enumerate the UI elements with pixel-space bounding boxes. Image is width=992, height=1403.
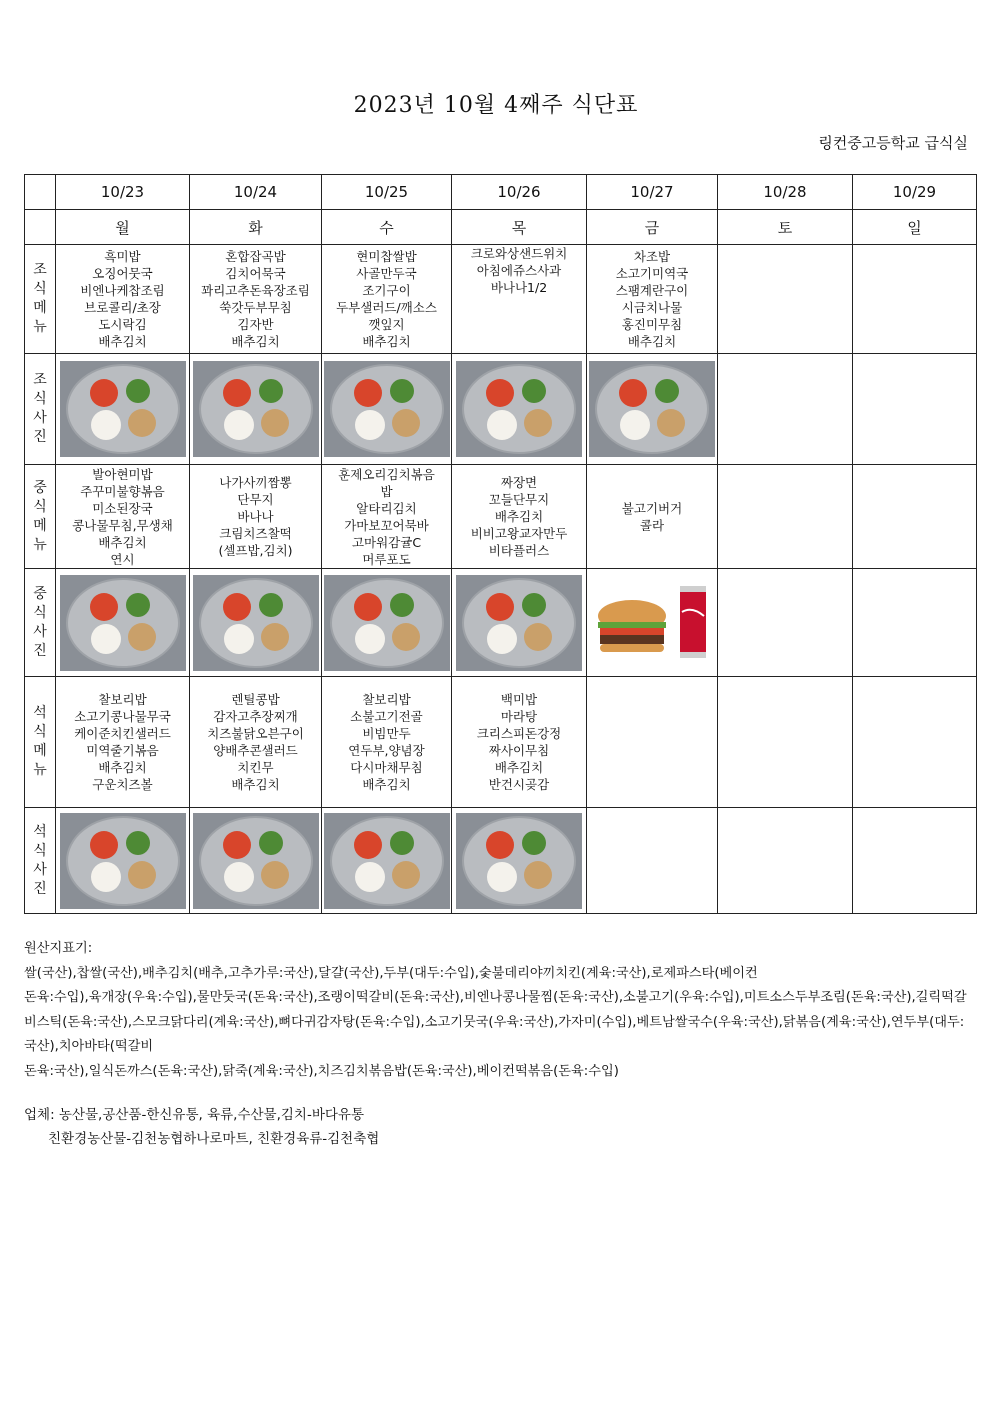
menu-item: 치즈불닭오븐구이 [207, 726, 304, 741]
origin-line: 돈육:수입),육개장(우육:수입),물만둣국(돈육:국산),조랭이떡갈비(돈육:국산),비엔나콩나물찜(돈육:국산),소불고기(우육:수입),미트소스두부조림(돈육:국산),길릭떡갈비스틱(돈육:국산),스모크닭다리(계육:국산),뼈다귀감자탕(돈육:수입),소고기뭇국(우육:국산),가자미(수입),베트남쌀국수(우육:국산),닭볶음(계육:국산),연두부(대두:국산),치아바타(떡갈비 [24, 990, 967, 1054]
menu-item: 배추김치 [362, 777, 411, 792]
date-cell: 10/28 [718, 175, 853, 210]
menu-item: 시금치나물 [621, 300, 683, 315]
date-cell: 10/26 [452, 175, 587, 210]
meal-photo [190, 569, 322, 677]
menu-item: 비엔나케찹조림 [80, 283, 165, 298]
menu-item: 반건시곶감 [488, 777, 550, 792]
menu-item: 배추김치 [627, 334, 677, 349]
meal-photo [56, 354, 190, 465]
menu-item: 두부샐러드/깨소스 [336, 300, 437, 315]
menu-item: 불고기버거 [621, 500, 683, 516]
menu-item: 크림치즈찰떡 [219, 526, 292, 541]
menu-item: 배추김치 [98, 534, 147, 550]
meal-tray-icon [193, 575, 319, 671]
menu-item: 감자고추장찌개 [213, 709, 298, 724]
menu-item: 도시락김 [98, 317, 147, 332]
menu-item: 치킨무 [237, 760, 274, 775]
meal-tray-icon [324, 575, 450, 671]
menu-cell [452, 677, 587, 808]
date-row [25, 175, 977, 210]
meal-photo [322, 569, 452, 677]
menu-item: 미소된장국 [92, 500, 153, 516]
weekday-cell: 토 [718, 210, 853, 245]
menu-item: 찰보리밥 [98, 692, 147, 707]
menu-item: 아침에쥬스사과 [476, 263, 562, 278]
empty-cell [853, 808, 977, 914]
weekday-cell: 월 [56, 210, 190, 245]
menu-cell [56, 245, 190, 354]
meal-photo [587, 354, 718, 465]
corner-cell [25, 210, 56, 245]
menu-cell [190, 245, 322, 354]
menu-item: 배추김치 [98, 334, 147, 349]
menu-cell [322, 245, 452, 354]
meal-tray-icon [324, 813, 450, 909]
menu-item: 밥 [380, 483, 393, 499]
menu-cell [718, 465, 853, 569]
burger-icon [590, 578, 714, 668]
menu-item: 소불고기전골 [350, 709, 423, 724]
empty-cell [587, 808, 718, 914]
menu-item: 비타플러스 [488, 543, 550, 558]
menu-item: 가마보꼬어묵바 [344, 517, 429, 533]
menu-item: 스팸계란구이 [615, 283, 689, 298]
menu-item: 배추김치 [362, 334, 411, 349]
origin-heading: 원산지표기: [24, 941, 93, 956]
school-name: 링컨중고등학교 급식실 [818, 134, 968, 152]
menu-item: 흑미밥 [104, 249, 141, 264]
menu-item: 비비고왕교자만두 [470, 526, 568, 541]
meal-tray-icon [60, 575, 186, 671]
menu-item: 크리스피돈강정 [476, 726, 562, 741]
menu-item: 사골만두국 [356, 266, 417, 281]
menu-item: 바나나1/2 [490, 280, 548, 295]
weekday-cell: 수 [322, 210, 452, 245]
meal-photo [452, 808, 587, 914]
meal-tray-icon [60, 813, 186, 909]
menu-item: 꽈리고추돈육장조림 [201, 283, 310, 298]
weekday-cell: 화 [190, 210, 322, 245]
menu-cell [587, 245, 718, 354]
menu-item: 바나나 [237, 509, 274, 524]
row-label: 조 식 메 뉴 [25, 245, 56, 354]
menu-item: 홍진미무침 [621, 317, 683, 332]
meal-photo [322, 354, 452, 465]
menu-item: 꼬들단무지 [488, 492, 550, 507]
menu-item: 소고기미역국 [615, 266, 689, 281]
page-title: 2023년 10월 4째주 식단표 [353, 93, 639, 118]
weekday-cell: 목 [452, 210, 587, 245]
menu-item: 구운치즈볼 [92, 777, 153, 792]
row-label: 중 식 사 진 [25, 569, 56, 677]
row-label: 석 식 메 뉴 [25, 677, 56, 808]
burger-cola-photo [587, 569, 718, 677]
menu-item: 훈제오리김치볶음 [338, 466, 435, 482]
menu-cell [452, 245, 587, 354]
date-cell: 10/24 [190, 175, 322, 210]
menu-cell [718, 677, 853, 808]
vendor-line: 업체: 농산물,공산품-한신유통, 육류,수산물,김치-바다유통 [24, 1107, 364, 1123]
menu-item: 깻잎지 [368, 317, 405, 332]
menu-item: 오징어뭇국 [92, 266, 153, 281]
menu-item: 배추김치 [494, 760, 544, 775]
date-cell: 10/29 [853, 175, 977, 210]
menu-cell [190, 677, 322, 808]
date-cell: 10/27 [587, 175, 718, 210]
menu-item: 알타리김치 [356, 500, 417, 516]
vendor-line: 친환경농산물-김천농협하나로마트, 친환경육류-김천축협 [48, 1131, 380, 1147]
meal-tray-icon [589, 361, 715, 457]
menu-item: 찰보리밥 [362, 692, 411, 707]
menu-item: 미역줄기볶음 [86, 743, 159, 758]
menu-item: 짜장면 [500, 475, 538, 490]
vendor-info [24, 1103, 379, 1151]
menu-item: 주꾸미불향볶음 [80, 483, 165, 499]
meal-photo [452, 569, 587, 677]
row-label: 석 식 사 진 [25, 808, 56, 914]
menu-item: 콜라 [639, 517, 665, 533]
menu-item: 짜사이무침 [488, 743, 550, 758]
menu-item: 콩나물무침,무생채 [72, 517, 173, 533]
menu-item: 배추김치 [231, 777, 280, 792]
menu-item: 혼합잡곡밥 [225, 249, 286, 264]
corner-cell [25, 175, 56, 210]
empty-cell [718, 808, 853, 914]
menu-cell [56, 677, 190, 808]
menu-item: 머루포도 [362, 551, 411, 567]
empty-cell [718, 569, 853, 677]
dinner-menu-row [25, 677, 977, 808]
meal-tray-icon [456, 361, 582, 457]
menu-item: 발아현미밥 [92, 466, 153, 482]
menu-cell [853, 245, 977, 354]
menu-item: 조기구이 [362, 283, 411, 298]
menu-item: 차조밥 [633, 249, 671, 264]
menu-item: 단무지 [237, 492, 274, 507]
breakfast-photo-row [25, 354, 977, 465]
menu-cell [853, 677, 977, 808]
empty-cell [853, 354, 977, 465]
menu-item: 쑥갓두부무침 [219, 300, 292, 315]
meal-table [24, 174, 977, 914]
menu-item: 고마워감귤C [351, 534, 422, 550]
weekday-cell: 일 [853, 210, 977, 245]
date-cell: 10/25 [322, 175, 452, 210]
origin-notes [24, 937, 972, 1084]
menu-cell [853, 465, 977, 569]
date-cell: 10/23 [56, 175, 190, 210]
row-label: 조 식 사 진 [25, 354, 56, 465]
meal-photo [452, 354, 587, 465]
lunch-menu-row [25, 465, 977, 569]
menu-cell [718, 245, 853, 354]
menu-item: 소고기콩나물무국 [74, 709, 171, 724]
dinner-photo-row [25, 808, 977, 914]
menu-cell [587, 465, 718, 569]
menu-item: 나가사끼짬뽕 [219, 475, 292, 490]
meal-tray-icon [193, 361, 319, 457]
menu-item: 현미찹쌀밥 [356, 249, 417, 264]
menu-item: 브로콜리/초장 [84, 300, 161, 315]
menu-cell [56, 465, 190, 569]
menu-item: 백미밥 [500, 692, 538, 707]
menu-item: 비빔만두 [362, 726, 411, 741]
weekday-row [25, 210, 977, 245]
menu-item: 배추김치 [494, 509, 544, 524]
meal-photo [322, 808, 452, 914]
menu-item: 김자반 [237, 317, 274, 332]
menu-item: 양배추콘샐러드 [213, 743, 298, 758]
menu-item: 다시마채무침 [350, 760, 423, 775]
menu-item: 연두부,양념장 [348, 743, 425, 758]
menu-item: 마라탕 [500, 709, 538, 724]
menu-cell [452, 465, 587, 569]
weekday-cell: 금 [587, 210, 718, 245]
menu-cell [322, 465, 452, 569]
row-label: 중 식 메 뉴 [25, 465, 56, 569]
menu-item: 연시 [110, 551, 135, 567]
meal-photo [190, 354, 322, 465]
menu-item: 김치어묵국 [225, 266, 286, 281]
meal-tray-icon [60, 361, 186, 457]
meal-tray-icon [456, 575, 582, 671]
meal-tray-icon [193, 813, 319, 909]
breakfast-menu-row [25, 245, 977, 354]
meal-tray-icon [324, 361, 450, 457]
origin-line: 쌀(국산),찹쌀(국산),배추김치(배추,고추가루:국산),달걀(국산),두부(대두:수입),숯불데리야끼치킨(계육:국산),로제파스타(베이컨 [24, 965, 758, 981]
empty-cell [718, 354, 853, 465]
menu-cell [322, 677, 452, 808]
meal-photo [190, 808, 322, 914]
menu-item: 케이준치킨샐러드 [74, 726, 171, 741]
empty-cell [853, 569, 977, 677]
origin-line: 돈육:국산),일식돈까스(돈육:국산),닭죽(계육:국산),치즈김치볶음밥(돈육:국산),베이컨떡볶음(돈육:수입) [24, 1063, 619, 1079]
menu-item: 크로와상샌드위치 [470, 246, 568, 261]
menu-item: (셀프밥,김치) [218, 543, 293, 558]
meal-photo [56, 808, 190, 914]
menu-item: 배추김치 [231, 334, 280, 349]
menu-cell [587, 677, 718, 808]
menu-item: 배추김치 [98, 760, 147, 775]
meal-tray-icon [456, 813, 582, 909]
menu-cell [190, 465, 322, 569]
menu-item: 렌틸콩밥 [231, 692, 280, 707]
lunch-photo-row [25, 569, 977, 677]
meal-photo [56, 569, 190, 677]
